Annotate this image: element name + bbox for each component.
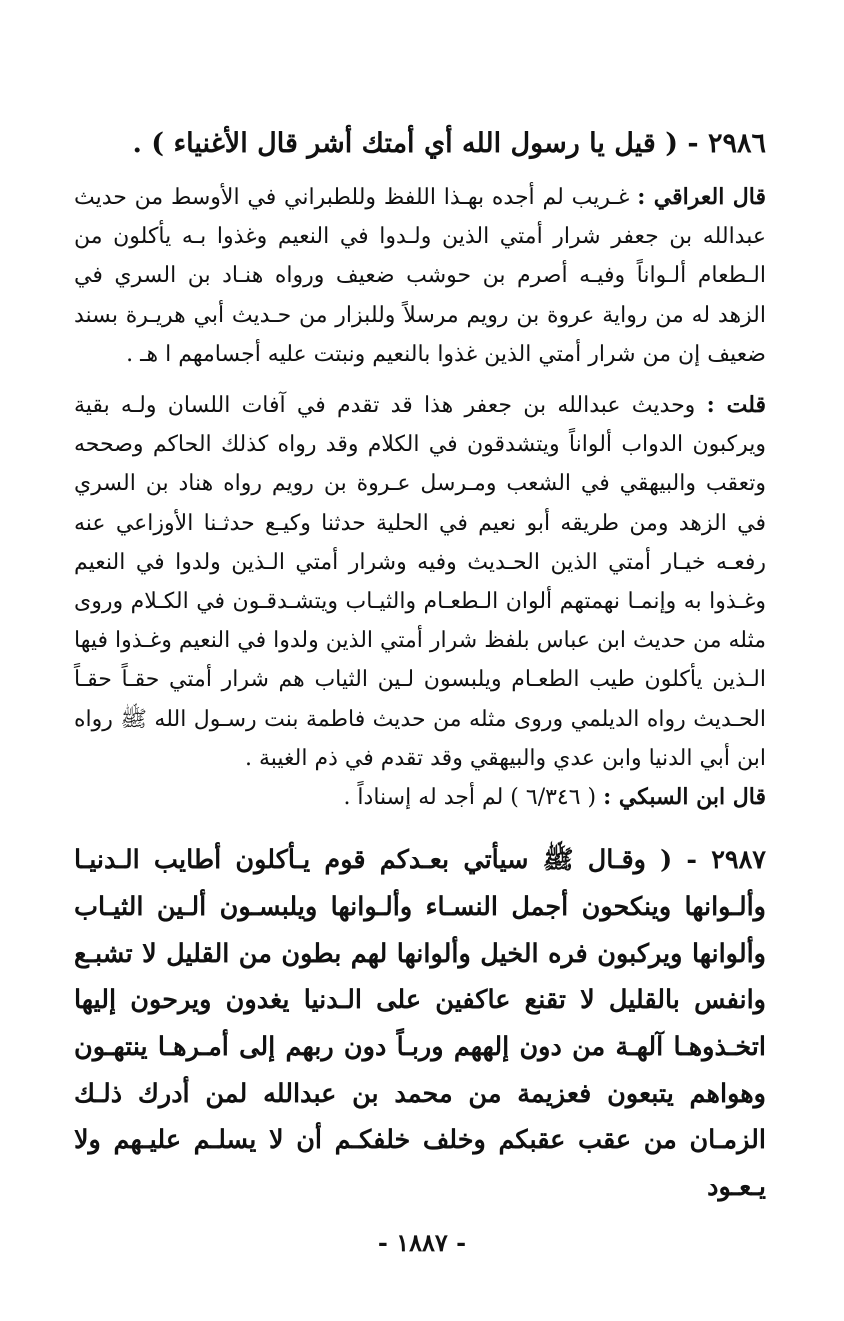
iraqi-text: غـريب لم أجده بهـذا اللفظ وللطبراني في الأوسط من حديث عبدالله بن جعفر شرار أمتي الذين ولـدوا في النعيم وغذوا بـه يأكلون من الـطعام ألـواناً وفيـه أصرم بن حوشب ضعيف ورواه هنـاد بن السري في الزهد له من رواية عروة بن رويم مرسلاً وللبزار من حـديث أبي هريـرة بسند ضعيف إن من شرار أمتي الذين غذوا بالنعيم ونبتت عليه أجسامهم ا هـ . bbox=[74, 185, 766, 367]
subki-label: قال ابن السبكي : bbox=[603, 784, 766, 811]
hadith-2986-heading: ٢٩٨٦ - ( قيل يا رسول الله أي أمتك أشر قال الأغنياء ) . bbox=[132, 128, 766, 159]
iraqi-commentary bbox=[74, 178, 766, 374]
subki-commentary bbox=[74, 778, 766, 817]
iraqi-label: قال العراقي : bbox=[637, 184, 766, 210]
qultu-text: وحديث عبدالله بن جعفر هذا قد تقدم في آفات اللسان ولـه بقية ويركبون الدواب ألواناً ويتشدقون في الكلام وقد رواه كذلك الحاكم وصححه وتعقب والبيهقي في الشعب ومـرسل عـروة بن رويم رواه هناد بن السري في الزهد ومن طريقه أبو نعيم في الحلية حدثنا وكيـع حدثـنا الأوزاعي عنه رفعـه خيـار أمتي الذين الحـديث وفيه وشرار أمتي الـذين ولدوا في النعيم وغـذوا به وإنمـا نهمتهم ألوان الـطعـام والثيـاب ويتشـدقـون في الكـلام وروى مثله من حديث ابن عباس بلفظ شرار أمتي الذين ولدوا في النعيم وغـذوا فيها الـذين يأكلون طيب الطعـام ويلبسون لـين الثياب هم شرار أمتي حقـاً حقـاً الحـديث رواه الديلمي وروى مثله من حديث فاطمة بنت رسـول الله ﷺ رواه ابن أبي الدنيا وابن عدي والبيهقي وقد تقدم في ذم الغيبة . bbox=[74, 393, 766, 771]
page-content bbox=[74, 118, 766, 1211]
page-number: - ١٨٨٧ - bbox=[377, 1228, 467, 1257]
qultu-label: قلت : bbox=[706, 392, 767, 419]
hadith-2987-text: ٢٩٨٧ - ( وقـال ﷺ سيأتي بعـدكم قوم يـأكلون أطايب الـدنيـا وألـوانها وينكحون أجمل النسـاء وألـوانها ويلبسـون ألـين الثيـاب وألوانها ويركبون فره الخيل وألوانها لهم بطون من القليل لا تشبـع وانفس بالقليل لا تقنع عاكفين على الـدنيا يغدون ويرحون إليها اتخـذوهـا آلهـة من دون إلههم وربـاً دون ربهم إلى أمـرهـا ينتهـون وهواهم يتبعون فعزيمة من محمد بن عبدالله لمن أدرك ذلـك الزمـان من عقب عقبكم وخلف خلفكـم أن لا يسلـم عليـهم ولا يـعـود bbox=[74, 845, 766, 1203]
qultu-commentary bbox=[74, 386, 766, 778]
subki-text: ( ٦/٣٤٦ ) لم أجد له إسناداً . bbox=[343, 785, 597, 811]
